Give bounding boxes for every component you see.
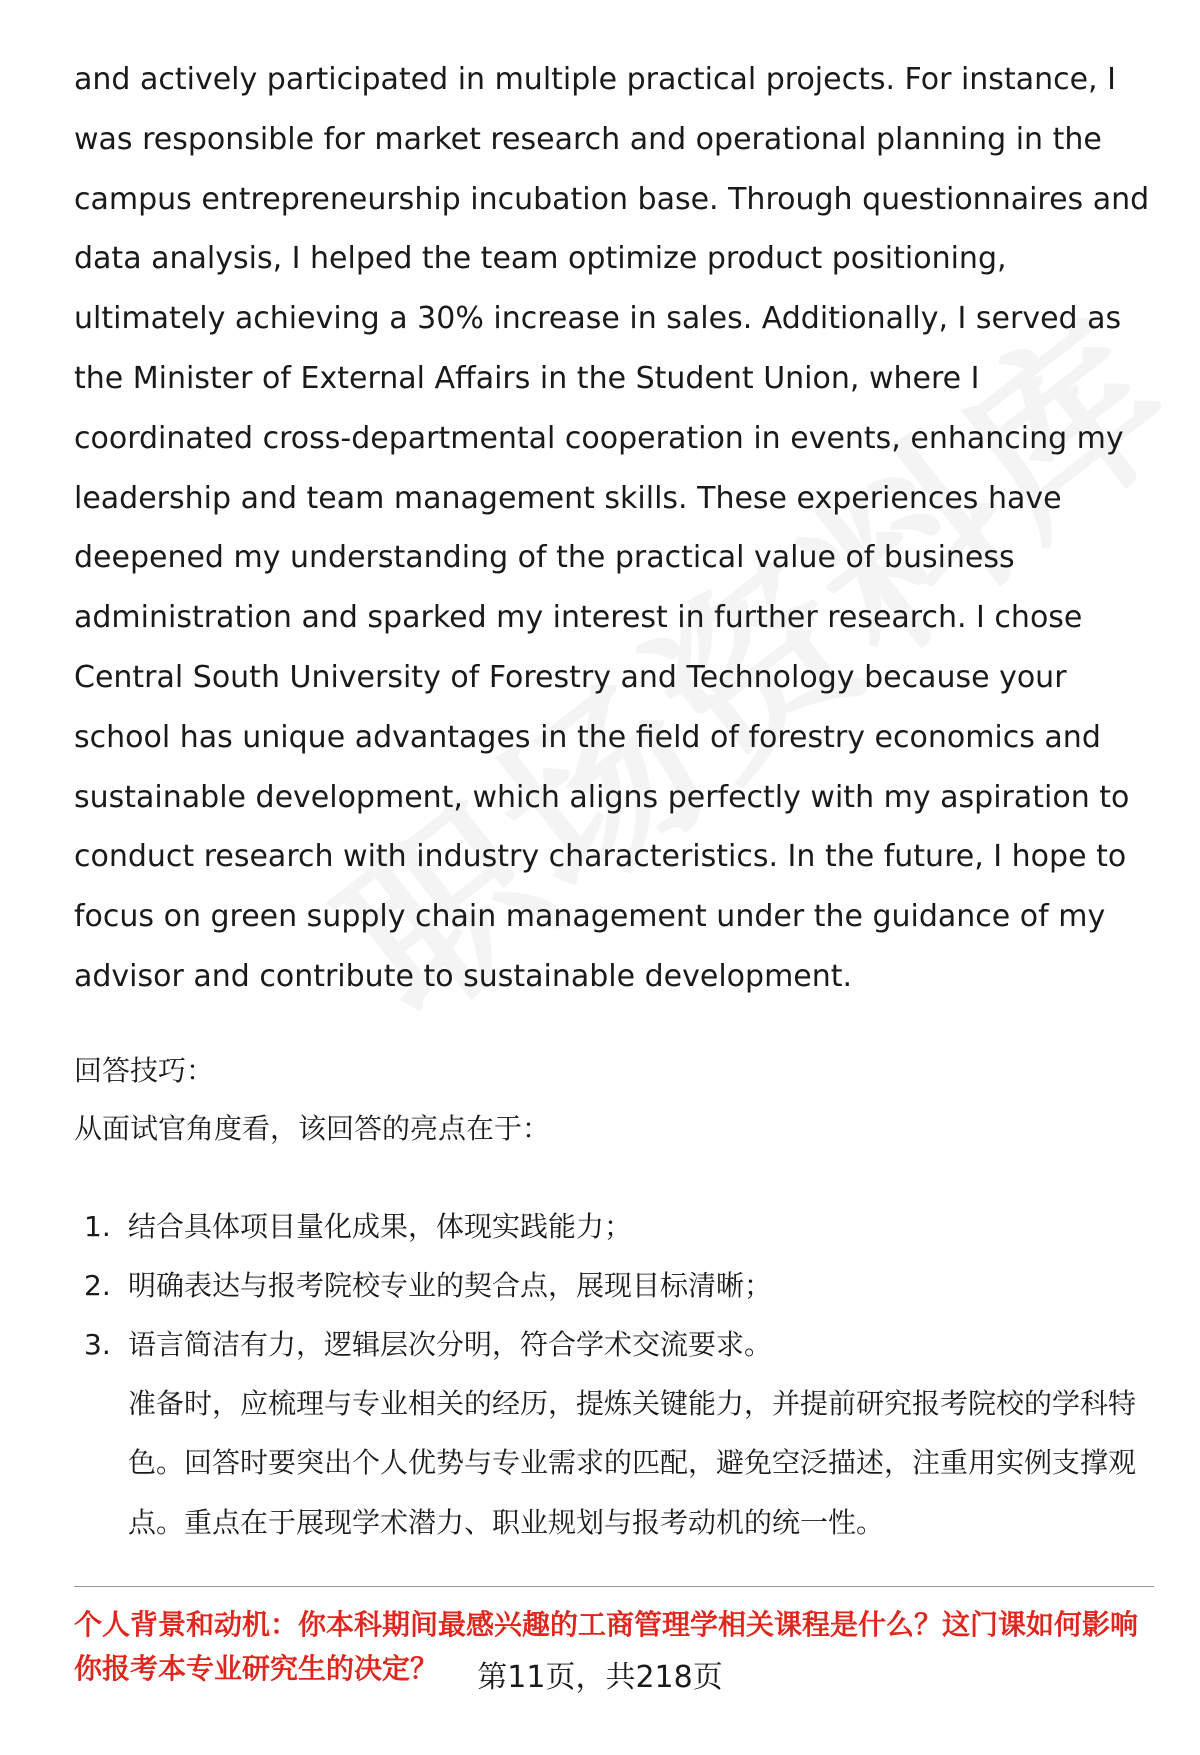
document-page bbox=[74, 50, 1154, 1691]
list-item-text: 语言简洁有力，逻辑层次分明，符合学术交流要求。 bbox=[128, 1327, 773, 1361]
list-item-number: 2. bbox=[84, 1268, 111, 1302]
answer-paragraph: and actively participated in multiple practical projects. For instance, I was responsible for market research and operational planning in the campus entrepreneurship incubation base. Through questionnaires and data analysis, I helped the team optimize product positioning, ultimately achieving a 30% increase in sales. Additionally, I served as the Minister of External Affairs in the Student Union, where I coordinated cross-departmental cooperation in events, enhancing my leadership and team management skills. These experiences have deepened my understanding of the practical value of business administration and sparked my interest in further research. I chose Central South University of Forestry and Technology because your school has unique advantages in the field of forestry economics and sustainable development, which aligns perfectly with my aspiration to conduct research with industry characteristics. In the future, I hope to focus on green supply chain management under the guidance of my advisor and contribute to sustainable development. bbox=[74, 62, 1150, 994]
list-item-text: 明确表达与报考院校专业的契合点，展现目标清晰； bbox=[128, 1268, 773, 1302]
list-item bbox=[74, 1256, 1154, 1315]
list-item-text: 结合具体项目量化成果，体现实践能力； bbox=[128, 1209, 633, 1243]
page-number: 第11页，共218页 bbox=[477, 1660, 723, 1695]
tips-heading: 回答技巧： bbox=[74, 1053, 215, 1087]
preparation-note: 准备时，应梳理与专业相关的经历，提炼关键能力，并提前研究报考院校的学科特色。回答时要突出个人优势与专业需求的匹配，避免空泛描述，注重用实例支撑观点。重点在于展现学术潜力、职业规划与报考动机的统一性。 bbox=[128, 1386, 1137, 1539]
list-item bbox=[74, 1315, 1154, 1374]
tips-intro: 从面试官角度看，该回答的亮点在于： bbox=[74, 1111, 551, 1145]
list-item-number: 1. bbox=[84, 1209, 111, 1243]
next-question-heading: 个人背景和动机：你本科期间最感兴趣的工商管理学相关课程是什么？这门课如何影响你报考本专业研究生的决定？ bbox=[74, 1608, 1139, 1686]
list-item bbox=[74, 1197, 1154, 1256]
list-item-number: 3. bbox=[84, 1327, 111, 1361]
section-divider bbox=[74, 1586, 1154, 1587]
tips-list bbox=[74, 1197, 1154, 1374]
